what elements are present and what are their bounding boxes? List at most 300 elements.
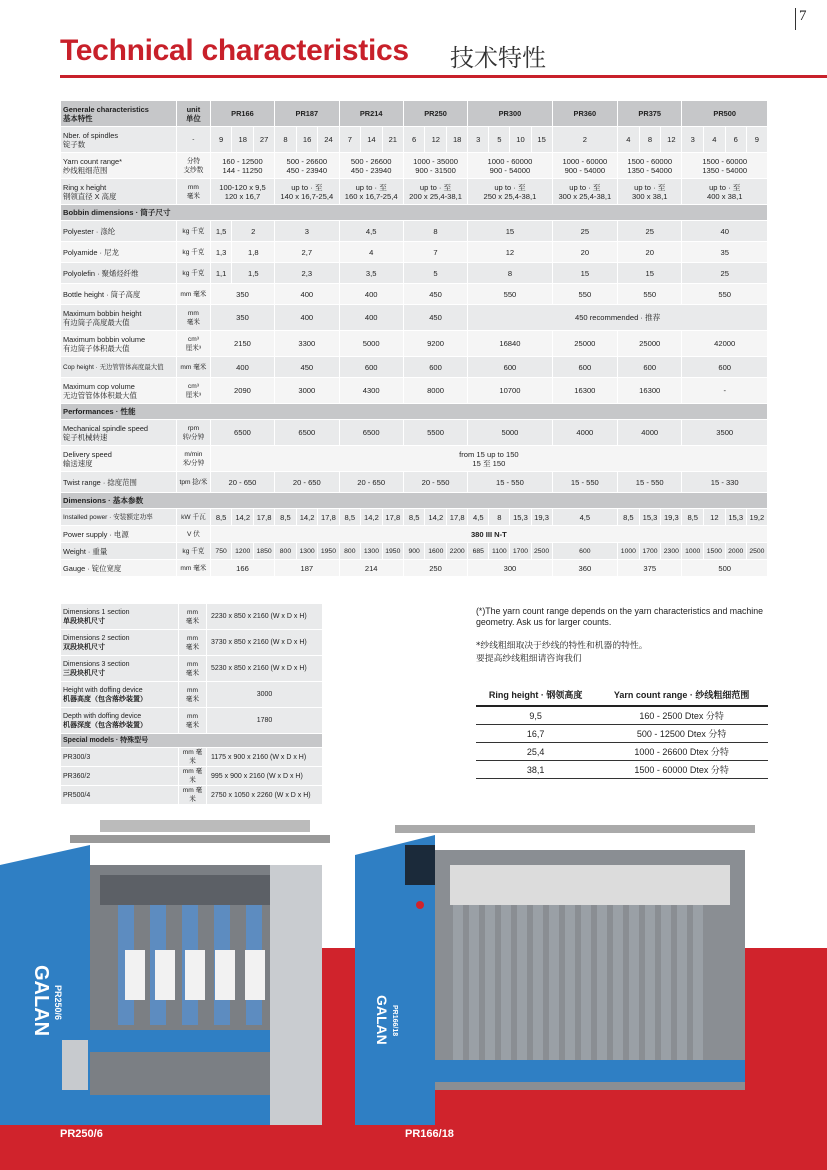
cell: 20 - 650 [339,472,403,493]
cell: 3000 [207,682,323,708]
cell: 400 [339,284,403,305]
cell: 15 [618,263,682,284]
cell: 2000 [725,543,746,560]
cell: 8000 [403,378,467,404]
row-label: Polyolefin · 聚烯烃纤维 [61,263,177,284]
machine-2-caption: PR166/18 [405,1128,454,1140]
table-row [61,526,768,543]
row-unit: mm 毫米 [177,357,211,378]
cell: 1000 - 60000 900 - 54000 [468,153,552,179]
table-row [61,767,323,786]
table-row [61,509,768,526]
cell: 600 [552,543,617,560]
cell: 600 [682,357,768,378]
cell: 2 [552,127,617,153]
machine-photo-2 [355,795,755,1135]
cell: 14,2 [361,509,383,526]
row-label: Weight · 重量 [61,543,177,560]
cell: 8,5 [339,509,361,526]
model-header: PR166 [210,101,274,127]
cell: 16 [296,127,318,153]
model-header: PR214 [339,101,403,127]
cell: 8 [468,263,552,284]
row-label: Cop height · 无边管管体高度最大值 [61,357,177,378]
cell: 350 [210,284,274,305]
cell: 166 [210,560,274,577]
model-header: PR250 [403,101,467,127]
table-row [61,378,768,404]
page-number: 7 [795,8,827,30]
cell: 1000 - 26600 Dtex 分特 [595,743,768,761]
cell: 4,5 [468,509,489,526]
cell: 2 [232,221,275,242]
table-row [61,263,768,284]
row-unit: V 伏 [177,526,211,543]
cell: 10700 [468,378,552,404]
title-rule [60,75,827,78]
cell: 995 x 900 x 2160 (W x D x H) [207,767,323,786]
cell: 15 - 550 [552,472,617,493]
cell: 16300 [552,378,617,404]
section-title: Performances · 性能 [61,404,768,420]
row-unit: kg 千克 [177,263,211,284]
cell: 21 [382,127,403,153]
special-models-title: Special models · 特殊型号 [61,734,323,748]
cell: 5500 [403,420,467,446]
cell: 2500 [746,543,767,560]
cell: - [682,378,768,404]
row-unit: kg 千克 [177,543,211,560]
cell: 160 - 12500 144 - 11250 [210,153,274,179]
cell: 25 [618,221,682,242]
page-title-cn: 技术特性 [450,44,546,72]
table-row [61,543,768,560]
cell: 18 [447,127,468,153]
table-row [61,420,768,446]
cell: up to · 至 250 x 25,4-38,1 [468,179,552,205]
cell: 1175 x 900 x 2160 (W x D x H) [207,748,323,767]
table-row [476,761,768,779]
cell: 14 [361,127,383,153]
table-row [61,331,768,357]
cell: 3730 x 850 x 2160 (W x D x H) [207,630,323,656]
table-row [476,743,768,761]
cell: 25 [682,263,768,284]
row-unit: m/min 米/分钟 [177,446,211,472]
row-label: Yarn count range* 纱线粗细范围 [61,153,177,179]
cell: 4300 [339,378,403,404]
cell: 10 [510,127,531,153]
cell: 12 [661,127,682,153]
cell: 500 - 12500 Dtex 分特 [595,725,768,743]
machine-2-model: PR166/18 [391,1005,398,1037]
row-unit: tpm 捻/米 [177,472,211,493]
cell: 1500 - 60000 Dtex 分特 [595,761,768,779]
cell: 8 [639,127,661,153]
cell: up to · 至 140 x 16,7-25,4 [275,179,339,205]
yarn-range-header: Yarn count range · 纱线粗细范围 [595,684,768,706]
cell: 160 - 2500 Dtex 分特 [595,706,768,725]
cell: 750 [210,543,232,560]
cell: 15 - 550 [468,472,552,493]
cell: 3 [468,127,489,153]
cell: 25000 [552,331,617,357]
cell: 550 [682,284,768,305]
cell: 8,5 [403,509,425,526]
table-row [61,604,323,630]
model-header: PR187 [275,101,339,127]
cell: 1,5 [210,221,232,242]
cell: 9 [210,127,232,153]
row-unit: mm 毫米 [179,682,207,708]
cell: 2150 [210,331,274,357]
cell: 4000 [618,420,682,446]
cell: 1000 - 35000 900 - 31500 [403,153,467,179]
cell: up to · 至 160 x 16,7-25,4 [339,179,403,205]
cell: 19,3 [531,509,552,526]
cell: 5 [403,263,467,284]
cell: 15,3 [639,509,661,526]
cell: 3300 [275,331,339,357]
table-row [61,305,768,331]
row-unit: mm 毫米 [179,604,207,630]
cell: 17,8 [318,509,339,526]
row-unit: mm 毫米 [179,748,207,767]
cell: 25 [552,221,617,242]
row-label: PR360/2 [61,767,179,786]
cell: 100-120 x 9,5 120 x 16,7 [210,179,274,205]
cell: 1000 - 60000 900 - 54000 [552,153,617,179]
row-unit: mm 毫米 [177,305,211,331]
cell: 15,3 [725,509,746,526]
cell: 1850 [254,543,275,560]
cell: 600 [468,357,552,378]
cell: 400 [275,284,339,305]
cell: 15 [552,263,617,284]
row-unit: 分特 支纱数 [177,153,211,179]
dimensions-table [60,603,323,805]
cell: 18 [232,127,254,153]
row-unit: kg 千克 [177,221,211,242]
cell: 5000 [468,420,552,446]
ring-height-table [476,684,768,779]
row-label: PR300/3 [61,748,179,767]
table-row [61,786,323,805]
table-row [61,656,323,682]
cell: 19,2 [746,509,767,526]
cell: 450 [403,284,467,305]
section-header [61,404,768,420]
row-label: Dimensions 1 section 单段块机尺寸 [61,604,179,630]
table-row [61,560,768,577]
table-row [61,357,768,378]
row-unit: rpm 转/分钟 [177,420,211,446]
cell: 1,5 [232,263,275,284]
cell: 6500 [210,420,274,446]
cell: 16300 [618,378,682,404]
cell: 17,8 [447,509,468,526]
row-unit: mm 毫米 [177,179,211,205]
cell: 25,4 [476,743,595,761]
cell: 187 [275,560,339,577]
row-unit: mm 毫米 [179,767,207,786]
cell: 2500 [531,543,552,560]
cell: from 15 up to 150 15 至 150 [210,446,767,472]
cell: 4 [339,242,403,263]
cell: 1700 [639,543,661,560]
machine-1-caption: PR250/6 [60,1128,103,1140]
cell: 15 - 550 [618,472,682,493]
cell: 8,5 [682,509,704,526]
cell: 9,5 [476,706,595,725]
cell: 600 [403,357,467,378]
cell: 2090 [210,378,274,404]
table-row [61,748,323,767]
section-header [61,493,768,509]
table-header-row [61,101,768,127]
cell: 2230 x 850 x 2160 (W x D x H) [207,604,323,630]
cell: 800 [339,543,361,560]
cell: 20 [552,242,617,263]
cell: 1000 [618,543,640,560]
cell: 40 [682,221,768,242]
model-header: PR500 [682,101,768,127]
header-unit: unit 单位 [177,101,211,127]
cell: 250 [403,560,467,577]
cell: 500 [682,560,768,577]
row-unit: kW 千瓦 [177,509,211,526]
cell: 1700 [510,543,531,560]
yarn-count-note: (*)The yarn count range depends on the yarn characteristics and machine geometry. Ask us for larger counts. [476,606,764,627]
cell: 1780 [207,708,323,734]
row-label: Ring x height 钢领直径 X 高度 [61,179,177,205]
cell: 450 recommended · 推荐 [468,305,768,331]
cell: 17,8 [254,509,275,526]
cell: 6 [403,127,425,153]
row-label: PR500/4 [61,786,179,805]
machine-1-brand: GALAN [30,965,52,1037]
row-label: Polyester · 涤纶 [61,221,177,242]
machine-photo-1 [0,805,330,1145]
row-label: Height with doffing device 机器高度（包含落纱装置） [61,682,179,708]
cell: 4,5 [339,221,403,242]
cell: 400 [339,305,403,331]
cell: 8 [403,221,467,242]
row-label: Twist range · 捻度范围 [61,472,177,493]
table-row [61,242,768,263]
cell: 25000 [618,331,682,357]
cell: 6500 [275,420,339,446]
cell: 35 [682,242,768,263]
cell: 400 [275,305,339,331]
cell: 1100 [489,543,510,560]
cell: 16,7 [476,725,595,743]
table-row [61,284,768,305]
cell: 2,3 [275,263,339,284]
row-unit: - [177,127,211,153]
ring-height-header: Ring height · 钢领高度 [476,684,595,706]
cell: up to · 至 200 x 25,4-38,1 [403,179,467,205]
table-row [61,446,768,472]
model-header: PR300 [468,101,552,127]
cell: 685 [468,543,489,560]
table-row [61,127,768,153]
cell: 1500 - 60000 1350 - 54000 [682,153,768,179]
row-label: Maximum bobbin volume 有边筒子体积最大值 [61,331,177,357]
cell: 550 [618,284,682,305]
row-unit: mm 毫米 [177,284,211,305]
cell: 600 [339,357,403,378]
cell: 1500 - 60000 1350 - 54000 [618,153,682,179]
row-label: Bottle height · 筒子高度 [61,284,177,305]
cell: 360 [552,560,617,577]
table-row [61,708,323,734]
header-label: Generale characteristics 基本特性 [61,101,177,127]
cell: 14,2 [296,509,318,526]
cell: 550 [552,284,617,305]
model-header: PR375 [618,101,682,127]
row-unit: kg 千克 [177,242,211,263]
row-label: Installed power · 安装额定功率 [61,509,177,526]
cell: 4,5 [552,509,617,526]
cell: 14,2 [232,509,254,526]
table-row [476,706,768,725]
cell: 450 [275,357,339,378]
row-unit: mm 毫米 [177,560,211,577]
cell: 500 - 26600 450 - 23940 [339,153,403,179]
row-label: Dimensions 3 section 三段块机尺寸 [61,656,179,682]
cell: 2300 [661,543,682,560]
row-label: Power supply · 电源 [61,526,177,543]
cell: 42000 [682,331,768,357]
cell: 12 [704,509,726,526]
cell: 1300 [296,543,318,560]
cell: 3,5 [339,263,403,284]
cell: 15 [468,221,552,242]
cell: 5000 [339,331,403,357]
cell: 1,1 [210,263,232,284]
cell: 900 [403,543,425,560]
cell: 300 [468,560,552,577]
cell: 400 [210,357,274,378]
cell: 1300 [361,543,383,560]
cell: up to · 至 300 x 25,4-38,1 [552,179,617,205]
section-header [61,205,768,221]
table-row [61,179,768,205]
cell: 1600 [425,543,447,560]
cell: 600 [552,357,617,378]
cell: 8 [489,509,510,526]
special-models-header [61,734,323,748]
cell: 38,1 [476,761,595,779]
cell: 1500 [704,543,726,560]
cell: 214 [339,560,403,577]
model-header: PR360 [552,101,617,127]
cell: 1950 [382,543,403,560]
cell: 20 [618,242,682,263]
table-row [61,630,323,656]
cell: 5230 x 850 x 2160 (W x D x H) [207,656,323,682]
page-title: Technical characteristics [60,34,409,67]
row-label: Dimensions 2 section 双段块机尺寸 [61,630,179,656]
cell: up to · 至 400 x 38,1 [682,179,768,205]
cell: 12 [425,127,447,153]
cell: 375 [618,560,682,577]
cell: 500 - 26600 450 - 23940 [275,153,339,179]
table-row [476,725,768,743]
cell: 1,3 [210,242,232,263]
table-row [61,472,768,493]
cell: 9 [746,127,767,153]
cell: 9200 [403,331,467,357]
row-label: Gauge · 锭位宽度 [61,560,177,577]
cell: 24 [318,127,339,153]
section-title: Bobbin dimensions · 筒子尺寸 [61,205,768,221]
cell: 15,3 [510,509,531,526]
cell: up to · 至 300 x 38,1 [618,179,682,205]
cell: 1200 [232,543,254,560]
row-unit: cm³ 厘米³ [177,378,211,404]
machine-1-model: PR250/6 [53,985,63,1021]
cell: 27 [254,127,275,153]
spec-table [60,100,768,577]
cell: 1,8 [232,242,275,263]
cell: 450 [403,305,467,331]
row-unit: cm³ 厘米³ [177,331,211,357]
row-label: Maximum bobbin height 有边筒子高度最大值 [61,305,177,331]
yarn-count-note-cn: *纱线粗细取决于纱线的特性和机器的特性。 要提高纱线粗细请咨询我们 [476,641,648,664]
cell: 19,3 [661,509,682,526]
cell: 8,5 [275,509,297,526]
cell: 17,8 [382,509,403,526]
row-label: Depth with doffing device 机器深度（包含落纱装置） [61,708,179,734]
row-label: Mechanical spindle speed 锭子机械转速 [61,420,177,446]
cell: 5 [489,127,510,153]
cell: 14,2 [425,509,447,526]
cell: 2750 x 1050 x 2260 (W x D x H) [207,786,323,805]
machine-2-brand: GALAN [374,995,390,1045]
row-label: Polyamide · 尼龙 [61,242,177,263]
cell: 8 [275,127,297,153]
section-title: Dimensions · 基本参数 [61,493,768,509]
cell: 3500 [682,420,768,446]
cell: 4000 [552,420,617,446]
row-label: Delivery speed 输送速度 [61,446,177,472]
cell: 6500 [339,420,403,446]
row-unit: mm 毫米 [179,656,207,682]
cell: 20 - 650 [275,472,339,493]
cell: 8,5 [618,509,640,526]
cell: 6 [725,127,746,153]
cell: 1950 [318,543,339,560]
cell: 8,5 [210,509,232,526]
row-unit: mm 毫米 [179,630,207,656]
cell: 3 [682,127,704,153]
cell: 3 [275,221,339,242]
cell: 2200 [447,543,468,560]
table-row [61,221,768,242]
cell: 550 [468,284,552,305]
cell: 4 [704,127,726,153]
table-row [61,153,768,179]
row-unit: mm 毫米 [179,786,207,805]
cell: 3000 [275,378,339,404]
cell: 800 [275,543,297,560]
table-row [61,682,323,708]
cell: 7 [403,242,467,263]
cell: 20 - 650 [210,472,274,493]
row-unit: mm 毫米 [179,708,207,734]
